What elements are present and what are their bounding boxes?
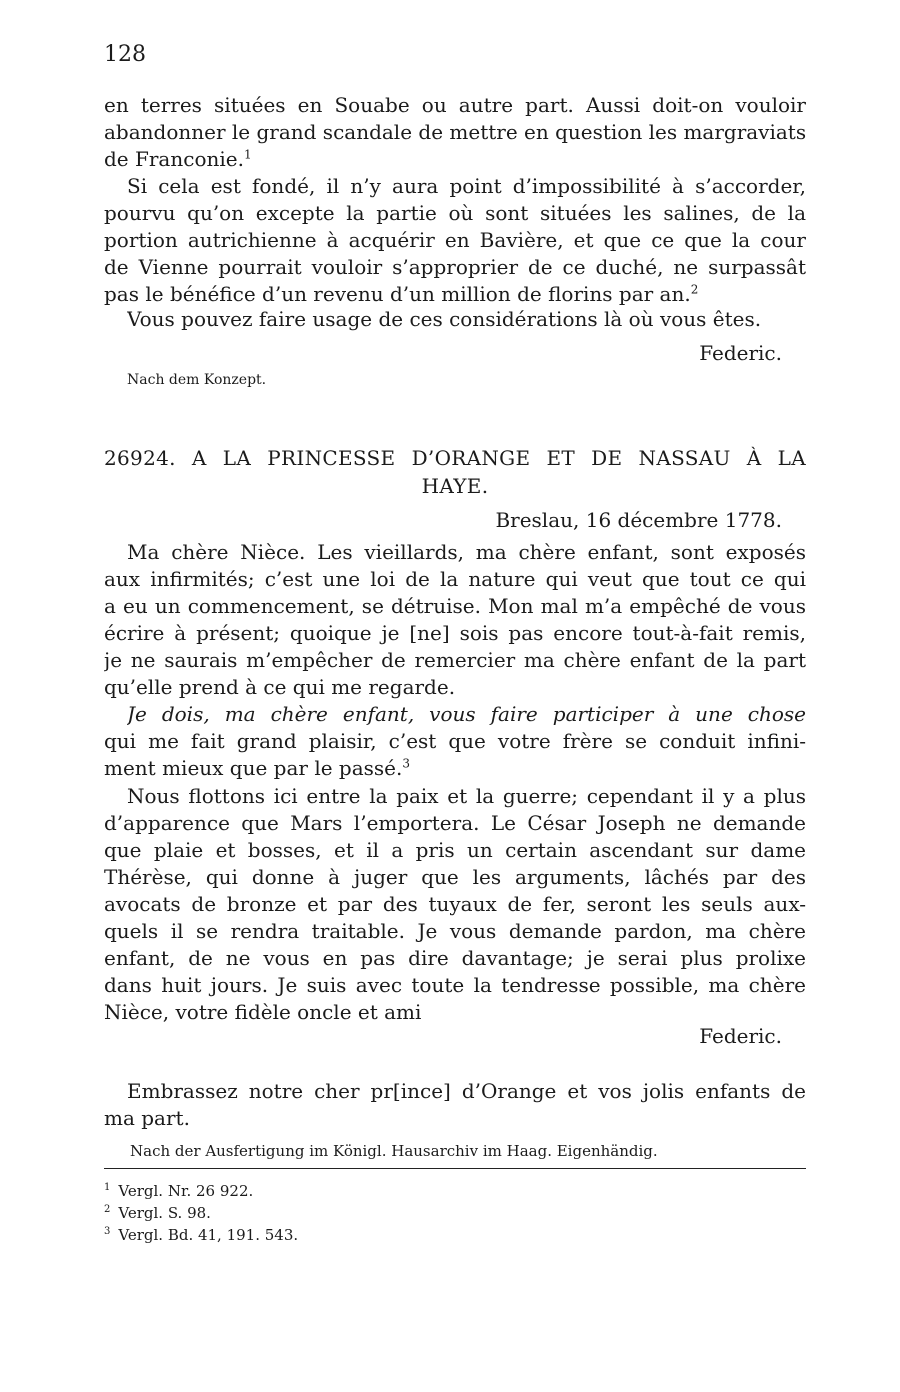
text-line-content: ma part. [104,1106,190,1130]
text-line-content: a eu un commencement, se détruise. Mon mal m’a empêché de vous [104,594,806,618]
footnote [104,1226,298,1244]
letter-heading-line-1: 26924. A LA PRINCESSE D’ORANGE ET DE NASSAU À LA [104,446,806,470]
footnote-reference: 1 [243,147,252,162]
text-line-content: Je dois, ma chère enfant, vous faire participer à une chose [127,702,806,726]
text-line-content: je ne saurais m’empêcher de remercier ma chère enfant de la part [104,648,806,672]
footnote-mark: 3 [104,1226,111,1237]
text-line-content: enfant, de ne vous en pas dire davantage; je serai plus prolixe [104,946,806,970]
footnote-divider [104,1168,806,1169]
text-line-content: dans huit jours. Je suis avec toute la tendresse possible, ma chère [104,973,806,997]
text-line-content: Si cela est fondé, il n’y aura point d’impossibilité à s’accorder, [127,174,806,198]
text-line [104,146,252,173]
footnote-text: Vergl. Bd. 41, 191. 543. [118,1226,299,1244]
text-line [127,306,761,333]
text-line-content: pas le bénéfice d’un revenu d’un million de florins par an. [104,282,691,306]
source-note-2: Nach der Ausfertigung im Königl. Hausarchiv im Haag. Eigenhändig. [130,1142,658,1160]
text-line [104,566,806,593]
text-line-content: avocats de bronze et par des tuyaux de fer, seront les seuls aux- [104,892,806,916]
text-line-content: Ma chère Nièce. Les vieillards, ma chère enfant, sont exposés [127,540,806,564]
dateline: Breslau, 16 décembre 1778. [495,508,782,532]
footnote-mark: 2 [104,1204,111,1215]
text-line-content: que plaie et bosses, et il a pris un certain ascendant sur dame [104,838,806,862]
text-line [104,945,806,972]
footnote [104,1182,253,1200]
text-line [104,281,698,308]
text-line-content: ment mieux que par le passé. [104,756,403,780]
footnote-mark: 1 [104,1182,111,1193]
footnote-reference: 3 [402,756,410,771]
text-line-content: en terres situées en Souabe ou autre part. Aussi doit-on vouloir [104,93,806,117]
source-note-1: Nach dem Konzept. [127,372,267,388]
footnote-text: Vergl. S. 98. [118,1204,211,1222]
text-line [104,674,455,701]
text-line [104,864,806,891]
text-line [127,1078,806,1105]
text-line-content: Nous flottons ici entre la paix et la guerre; cependant il y a plus [127,784,806,808]
text-line [127,701,806,728]
text-line [104,918,806,945]
signature-2: Federic. [699,1024,782,1048]
text-line [104,119,806,146]
text-line [127,539,806,566]
text-line-content: abandonner le grand scandale de mettre en question les margraviats [104,120,806,144]
text-line-content: qu’elle prend à ce qui me regarde. [104,675,456,699]
text-line [104,254,806,281]
text-line [104,810,806,837]
text-line [104,92,806,119]
text-line-content: d’apparence que Mars l’emportera. Le César Joseph ne demande [104,811,806,835]
text-line-content: Thérèse, qui donne à juger que les arguments, lâchés par des [104,865,806,889]
text-line-content: pourvu qu’on excepte la partie où sont situées les salines, de la [104,201,806,225]
text-line-content: qui me fait grand plaisir, c’est que votre frère se conduit infini- [104,729,806,753]
footnote [104,1204,211,1222]
text-line [104,755,410,782]
text-line [104,972,806,999]
text-line [104,227,806,254]
text-line-content: portion autrichienne à acquérir en Bavière, et que ce que la cour [104,228,806,252]
text-line [104,837,806,864]
letter-heading [104,444,806,500]
text-line [127,783,806,810]
letter-heading-line-2: HAYE. [421,474,489,498]
text-line-content: quels il se rendra traitable. Je vous demande pardon, ma chère [104,919,806,943]
footnote-text: Vergl. Nr. 26 922. [118,1182,254,1200]
text-line-content: Nièce, votre fidèle oncle et ami [104,1000,422,1024]
text-line-content: de Franconie. [104,147,244,171]
text-line-content: écrire à présent; quoique je [ne] sois pas encore tout-à-fait remis, [104,621,806,645]
footnote-reference: 2 [690,282,699,297]
text-line [104,999,421,1026]
text-line-content: Vous pouvez faire usage de ces considérations là où vous êtes. [127,307,762,331]
text-line [104,891,806,918]
text-line [104,200,806,227]
text-line [127,173,806,200]
text-line [104,728,806,755]
text-line [104,647,806,674]
signature-1: Federic. [699,341,782,365]
text-line-content: de Vienne pourrait vouloir s’approprier de ce duché, ne surpassât [104,255,806,279]
text-line [104,1105,190,1132]
text-line [104,620,806,647]
text-line [104,593,806,620]
text-line-content: aux infirmités; c’est une loi de la nature qui veut que tout ce qui [104,567,806,591]
page-number: 128 [104,42,146,67]
text-line-content: Embrassez notre cher pr[ince] d’Orange et vos jolis enfants de [127,1079,806,1103]
